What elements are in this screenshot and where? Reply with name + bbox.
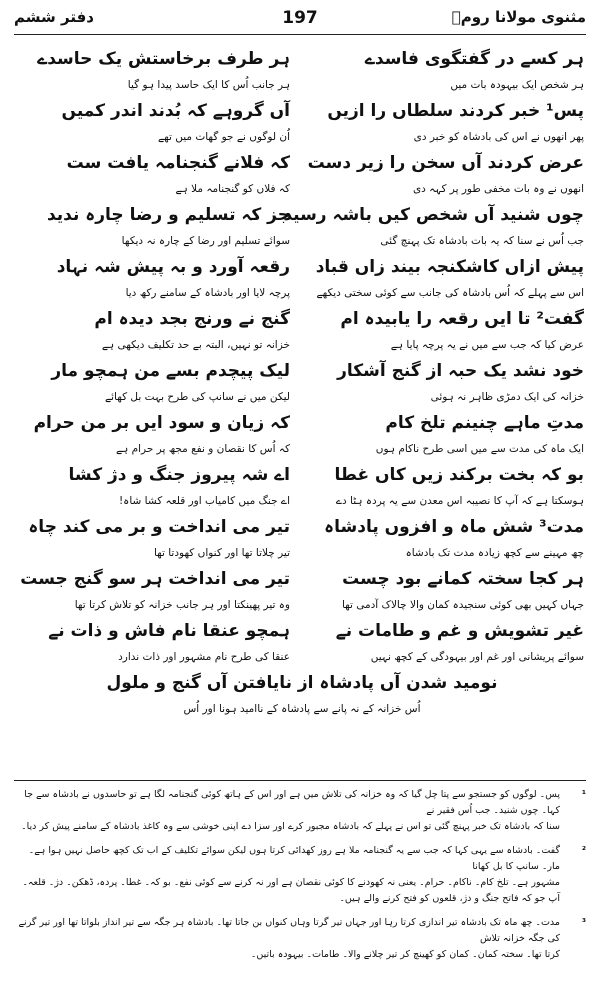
verse-row bbox=[20, 98, 584, 124]
right-hemistich: بو کہ بخت برکند زیں کاں غطا bbox=[334, 465, 584, 485]
footnote-text: مشہور ہے۔ تلخ کام۔ ناکام۔ حرام۔ یعنی نہ کھودنے کا کوئی نقصان ہے اور نہ کرنے سے کوئی نفع۔ بو کہ۔ غطا۔ پردہ، ڈھکن۔ دژ۔ قلعہ۔ bbox=[22, 877, 560, 888]
translation-row bbox=[20, 332, 584, 358]
footnote-number: ³ bbox=[581, 917, 586, 928]
footnotes bbox=[12, 787, 586, 973]
right-hemistich: ہر کسے در گفتگوی فاسدے bbox=[364, 49, 584, 69]
translation-row bbox=[20, 124, 584, 150]
right-hemistich: چوں شنید آں شخص کیں باشہ رسید bbox=[283, 205, 584, 225]
section-heading-translation bbox=[20, 696, 584, 722]
footnote-text: مدت۔ چھ ماہ تک بادشاہ تیر اندازی کرتا رہا اور جہاں تیر گرتا وہاں کنواں بن جاتا تھا۔ بادشاہ ہر جگہ سے تیر انداز بلواتا تھا اور تیر گرنے کی جگہ خزانہ تلاش bbox=[18, 917, 560, 944]
verse-row bbox=[20, 254, 584, 280]
left-hemistich: اُن لوگوں نے جو گھات میں تھے bbox=[157, 131, 290, 143]
verse-row bbox=[20, 410, 584, 436]
left-hemistich: تیر می انداخت و بر می کند چاہ bbox=[28, 517, 290, 537]
verse-row bbox=[20, 514, 584, 540]
left-hemistich: ہمچو عنقا نام فاش و ذات نے bbox=[48, 621, 290, 641]
page-header bbox=[14, 8, 586, 32]
left-hemistich: آں گروہے کہ بُدند اندر کمیں bbox=[61, 101, 290, 121]
right-hemistich: مدت³ شش ماہ و افزوں پادشاہ bbox=[324, 517, 584, 537]
right-hemistich: جب اُس نے سنا کہ یہ بات بادشاہ تک پہنچ گئی bbox=[380, 235, 584, 247]
verse-row bbox=[20, 358, 584, 384]
header-rule bbox=[14, 34, 586, 35]
right-hemistich: چھ مہینے سے کچھ زیادہ مدت تک بادشاہ bbox=[405, 547, 584, 559]
footnote-number: ² bbox=[581, 845, 586, 856]
translation-row bbox=[20, 644, 584, 670]
footnote-line bbox=[12, 947, 586, 963]
verse-row bbox=[20, 618, 584, 644]
left-hemistich: خزانہ تو نہیں، البتہ بے حد تکلیف دیکھی ہے bbox=[101, 339, 290, 351]
volume-title: دفتر ششم bbox=[14, 8, 94, 26]
left-hemistich: ہر جانب اُس کا ایک حاسد پیدا ہو گیا bbox=[127, 79, 290, 91]
heading-text: نومید شدن آں پادشاہ از نایافتن آں گنج و ملول bbox=[106, 673, 498, 693]
verse-row bbox=[20, 306, 584, 332]
right-hemistich: غیر تشویش و غم و طامات نے bbox=[335, 621, 584, 641]
left-hemistich: پرچہ لایا اور بادشاہ کے سامنے رکھ دیا bbox=[125, 287, 290, 299]
right-hemistich: ایک ماہ کی مدت سے میں اسی طرح ناکام ہوں bbox=[375, 443, 584, 455]
translation-row bbox=[20, 488, 584, 514]
right-hemistich: جہاں کہیں بھی کوئی سنجیدہ کمان والا چالاک آدمی تھا bbox=[341, 599, 584, 611]
left-hemistich: لیک پیچدم بسے من ہمچو مار bbox=[51, 361, 290, 381]
right-hemistich: ہوسکتا ہے کہ آپ کا نصیبہ اس معدن سے یہ پردہ ہٹا دے bbox=[335, 495, 584, 507]
left-hemistich: تیر می انداخت ہر سو گنج جست bbox=[20, 569, 290, 589]
left-hemistich: اے جنگ میں کامیاب اور قلعہ کشا شاہ! bbox=[118, 495, 290, 507]
left-hemistich: سوائے تسلیم اور رضا کے چارہ نہ دیکھا bbox=[121, 235, 290, 247]
footnote-line bbox=[12, 875, 586, 891]
verse-row bbox=[20, 462, 584, 488]
heading-text: اُس خزانہ کے نہ پانے سے پادشاہ کے ناامید ہونا اور اُس bbox=[183, 703, 421, 715]
section-heading bbox=[20, 670, 584, 696]
right-hemistich: ہر کجا سختہ کمانے بود چست bbox=[342, 569, 584, 589]
footnote-text: گفت۔ بادشاہ سے یہی کہا کہ جب سے یہ گنجنامہ ملا ہے روز کھدائی کرتا ہوں لیکن سوائے تکلیف کے اب تک کچھ حاصل نہیں ہوا ہے۔ مار۔ سانپ کا بل کھانا bbox=[28, 845, 560, 872]
verse-row bbox=[20, 150, 584, 176]
footnote-text: سنا کہ بادشاہ تک خبر پہنچ گئی تو اس نے پہلے کہ بادشاہ مجبور کرے اور سزا دے اپنی خوشی سے وہ کاغذ بادشاہ کے سامنے پیش کر دیا۔ bbox=[21, 821, 560, 832]
right-hemistich: اس سے پہلے کہ اُس بادشاہ کی جانب سے کوئی سختی دیکھے bbox=[316, 287, 584, 299]
translation-row bbox=[20, 72, 584, 98]
footnote-line bbox=[12, 915, 586, 947]
footnote-number: ¹ bbox=[581, 789, 586, 800]
right-hemistich: خود نشد یک حبہ از گنج آشکار bbox=[337, 361, 584, 381]
left-hemistich: لیکن میں نے سانپ کی طرح بہت بل کھائے bbox=[104, 391, 290, 403]
right-hemistich: عرض کردند آں سخن را زیر دست bbox=[307, 153, 584, 173]
right-hemistich: ہر شخص ایک بیہودہ بات میں bbox=[450, 79, 584, 91]
left-hemistich: وہ تیر پھینکتا اور ہر جانب خزانہ کو تلاش کرتا تھا bbox=[74, 599, 290, 611]
translation-row bbox=[20, 540, 584, 566]
right-hemistich: سوائے پریشانی اور غم اور بیہودگی کے کچھ نہیں bbox=[370, 651, 584, 663]
right-hemistich: پس¹ خبر کردند سلطاں را ازیں bbox=[327, 101, 584, 121]
left-hemistich: اے شہ پیروز جنگ و دژ کشا bbox=[68, 465, 290, 485]
footnote-rule bbox=[14, 780, 586, 781]
left-hemistich: کہ فلاں کو گنجنامہ ملا ہے bbox=[175, 183, 290, 195]
verse-row bbox=[20, 202, 584, 228]
right-hemistich: پیش ازاں کاشکنجہ بیند زاں قباد bbox=[315, 257, 584, 277]
translation-row bbox=[20, 436, 584, 462]
right-hemistich: انھوں نے وہ بات مخفی طور پر کہہ دی bbox=[412, 183, 584, 195]
translation-row bbox=[20, 592, 584, 618]
translation-row bbox=[20, 384, 584, 410]
footnote-line bbox=[12, 819, 586, 835]
couplets-body bbox=[20, 46, 584, 722]
left-hemistich: رقعہ آورد و بہ پیش شہ نہاد bbox=[56, 257, 290, 277]
translation-row bbox=[20, 176, 584, 202]
footnote-spacer bbox=[12, 907, 586, 915]
book-title: مثنوی مولانا رومؒ bbox=[451, 8, 586, 26]
left-hemistich: کہ زیان و سود ایں بر من حرام bbox=[33, 413, 290, 433]
translation-row bbox=[20, 228, 584, 254]
footnote-text: کرتا تھا۔ سختہ کمان۔ کمان کو کھینچ کر تیر چلانے والا۔ طامات۔ بیہودہ باتیں۔ bbox=[250, 949, 560, 960]
page-number: 197 bbox=[282, 8, 318, 28]
footnote-text: پس۔ لوگوں کو جستجو سے پتا چل گیا کہ وہ خزانہ کی تلاش میں ہے اور اس کے ہاتھ کوئی گنجنامہ لگا ہے تو حاسدوں نے بادشاہ سے جا کہا۔ چوں شنید۔ جب اُس فقیر نے bbox=[24, 789, 560, 816]
right-hemistich: پھر انھوں نے اس کی بادشاہ کو خبر دی bbox=[413, 131, 584, 143]
left-hemistich: جز کہ تسلیم و رضا چارہ ندید bbox=[46, 205, 290, 225]
footnote-text: آپ جو کہ فاتح جنگ و دژ، قلعوں کو فتح کرنے والے ہیں۔ bbox=[339, 893, 560, 904]
left-hemistich: کہ اُس کا نقصان و نفع مجھ پر حرام ہے bbox=[115, 443, 290, 455]
footnote-line bbox=[12, 787, 586, 819]
footnote-spacer bbox=[12, 835, 586, 843]
right-hemistich: گفت² تا ایں رقعہ را یابیدہ ام bbox=[340, 309, 584, 329]
verse-row bbox=[20, 46, 584, 72]
right-hemistich: مدتِ ماہے چنینم تلخ کام bbox=[385, 413, 584, 433]
right-hemistich: عرض کیا کہ جب سے میں نے یہ پرچہ پایا ہے bbox=[390, 339, 584, 351]
footnote-line bbox=[12, 843, 586, 875]
right-hemistich: خزانہ کی ایک دمڑی ظاہر نہ ہوئی bbox=[430, 391, 584, 403]
left-hemistich: گنج نے ورنج بجد دیدہ ام bbox=[94, 309, 290, 329]
footnote-line bbox=[12, 891, 586, 907]
left-hemistich: ہر طرف برخاستش یک حاسدے bbox=[37, 49, 290, 69]
left-hemistich: کہ فلانے گنجنامہ یافت ست bbox=[66, 153, 290, 173]
left-hemistich: عنقا کی طرح نام مشہور اور ذات ندارد bbox=[118, 651, 290, 663]
verse-row bbox=[20, 566, 584, 592]
left-hemistich: تیر چلاتا تھا اور کنواں کھودتا تھا bbox=[153, 547, 290, 559]
translation-row bbox=[20, 280, 584, 306]
